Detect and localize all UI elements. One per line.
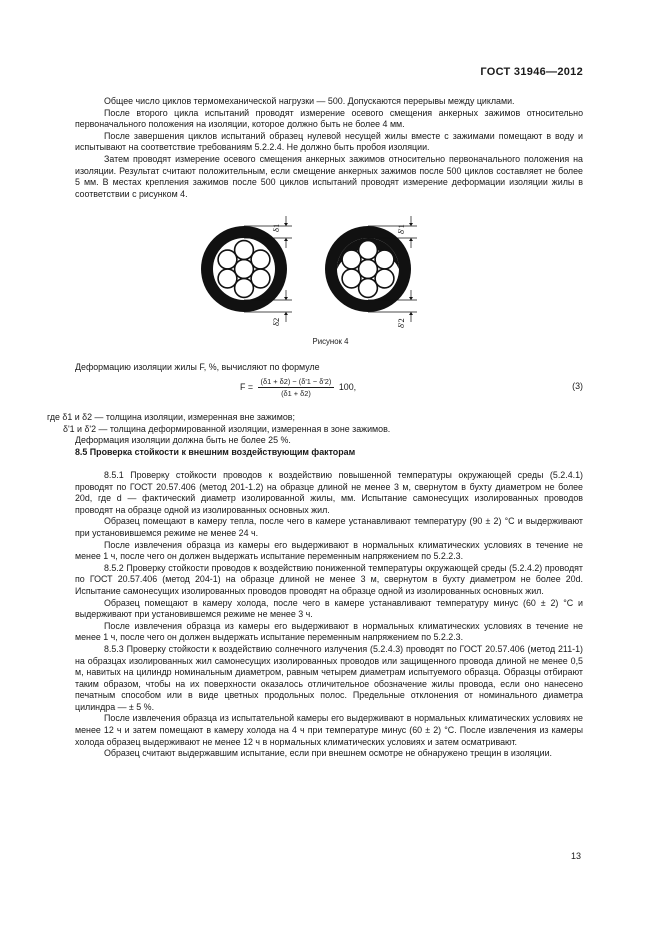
intro-text-block — [75, 96, 583, 200]
formula-number: (3) — [572, 381, 583, 391]
left-cable-section — [201, 216, 292, 326]
paragraph: Образец помещают в камеру холода, после чего в камере устанавливают температуру минус (60 ± 2) °С и выдерживают при установившемся режиме не менее 3 ч. — [75, 597, 583, 620]
document-code: ГОСТ 31946—2012 — [480, 66, 583, 78]
paragraph: Образец считают выдержавшим испытание, если при внешнем осмотре не обнаружено трещин в изоляции. — [104, 748, 553, 759]
formula-multiplier: 100, — [338, 381, 357, 392]
where-line: Деформация изоляции должна быть не более 25 %. — [75, 435, 291, 446]
paragraph: После извлечения образца из камеры его выдерживают в нормальных климатических условиях в течение не менее 1 ч, после чего он должен выдержать испытание переменным напряжением по 5.2.2.3. — [75, 620, 583, 643]
paragraph: Общее число циклов термомеханической нагрузки — 500. Допускаются перерывы между циклами. — [104, 96, 515, 106]
formula-numerator: (δ1 + δ2) − (δ'1 − δ'2) — [258, 377, 335, 388]
figure-caption: Рисунок 4 — [312, 337, 349, 346]
paragraph: После завершения циклов испытаний образец нулевой несущей жилы вместе с зажимами помещают в воду и испытывают на соответствие требованиям 5.2.2.4. Не должно быть пробоя изоляции. — [75, 130, 583, 153]
formula-3 — [240, 377, 356, 398]
paragraph: Образец помещают в камеру тепла, после чего в камере устанавливают температуру (90 ± 2) °С и выдерживают при установившемся режиме не менее 24 ч. — [75, 516, 583, 538]
delta2-label: δ2 — [271, 317, 281, 326]
formula-denominator: (δ1 + δ2) — [281, 389, 311, 398]
delta1-prime-label: δ'1 — [396, 224, 406, 234]
page-number: 13 — [570, 851, 581, 861]
where-block — [47, 412, 583, 458]
paragraph: 8.5.2 Проверку стойкости проводов к воздействию пониженной температуры окружающей среды (5.2.4.2) проводят по ГОСТ 20.57.406 (метод 204-1) на образце длиной не менее 3 м, свернутом в бухту диаметром не более 20d. Испытание самонесущих изолированных проводов проводят на образце одной из изолированных основных жил. — [75, 562, 583, 596]
delta1-label: δ1 — [271, 223, 281, 232]
formula-lhs: F = — [240, 381, 254, 392]
paragraph: Затем проводят измерение осевого смещения анкерных зажимов относительно первоначального положения на изоляции. Результат считают положительным, если смещение анкерных зажимов после 500 циклов составляет не более 5 мм. В местах крепления зажимов после 500 циклов испытаний проводят измерение деформации изоляции жилы в соответствии с рисунком 4. — [75, 153, 583, 199]
figure-4-cable-cross-sections — [0, 212, 661, 337]
delta2-prime-label: δ'2 — [396, 318, 406, 328]
paragraph: После второго цикла испытаний проводят измерение осевого смещения анкерных зажимов относительно первоначального положения на изоляции, которое должно быть не более 4 мм. — [75, 107, 583, 130]
paragraph: После извлечения образца из камеры его выдерживают в нормальных климатических условиях в течение не менее 1 ч, после чего он должен выдержать испытание переменным напряжением по 5.2.2.3. — [75, 539, 583, 562]
right-cable-section — [325, 216, 417, 328]
formula-fraction — [258, 377, 335, 398]
paragraph: 8.5.1 Проверку стойкости проводов к воздействию повышенной температуры окружающей среды (5.2.4.1) проводят по ГОСТ 20.57.406 (метод 201-1.2) на образце длиной не менее 3 м, свернутом в бухту диаметром не более 20d, где d — фактический диаметр изолированной жилы, мм. Испытание самонесущих изолированных проводов проводят на образце одной из изолированных основных жил. — [75, 470, 583, 515]
where-line: δ'1 и δ'2 — толщина деформированной изоляции, измеренная в зоне зажимов. — [63, 423, 391, 434]
section-heading: 8.5 Проверка стойкости к внешним воздействующим факторам — [75, 446, 356, 457]
section-8-5-text — [75, 470, 583, 760]
where-line: где δ1 и δ2 — толщина изоляции, измеренная вне зажимов; — [47, 412, 295, 422]
paragraph: 8.5.3 Проверку стойкости к воздействию солнечного излучения (5.2.4.3) проводят по ГОСТ 20.57.406 (метод 211-1) на образцах изолированных жил самонесущих изолированных проводов или защищенного провода длиной не менее 0,5 м, навитых на цилиндр номинальным диаметром, равным четырем диаметрам испытуемого образца. Образцы отбирают таким образом, чтобы на их поверхности оказалось отличительное обозначение жилы провода, если оно нанесено печатным способом или в виде цветных продольных полос. Предельные отклонения от номинального диаметра цилиндра — ± 5 %. — [75, 643, 583, 712]
paragraph: После извлечения образца из испытательной камеры его выдерживают в нормальных климатических условиях не менее 12 ч и затем помещают в камеру холода на 4 ч при температуре минус (60 ± 2) °С. После извлечения из камеры холода образец выдерживают не менее 12 ч в нормальных климатических условиях и затем осматривают. — [75, 713, 583, 747]
formula-intro: Деформацию изоляции жилы F, %, вычисляют по формуле — [75, 362, 320, 372]
